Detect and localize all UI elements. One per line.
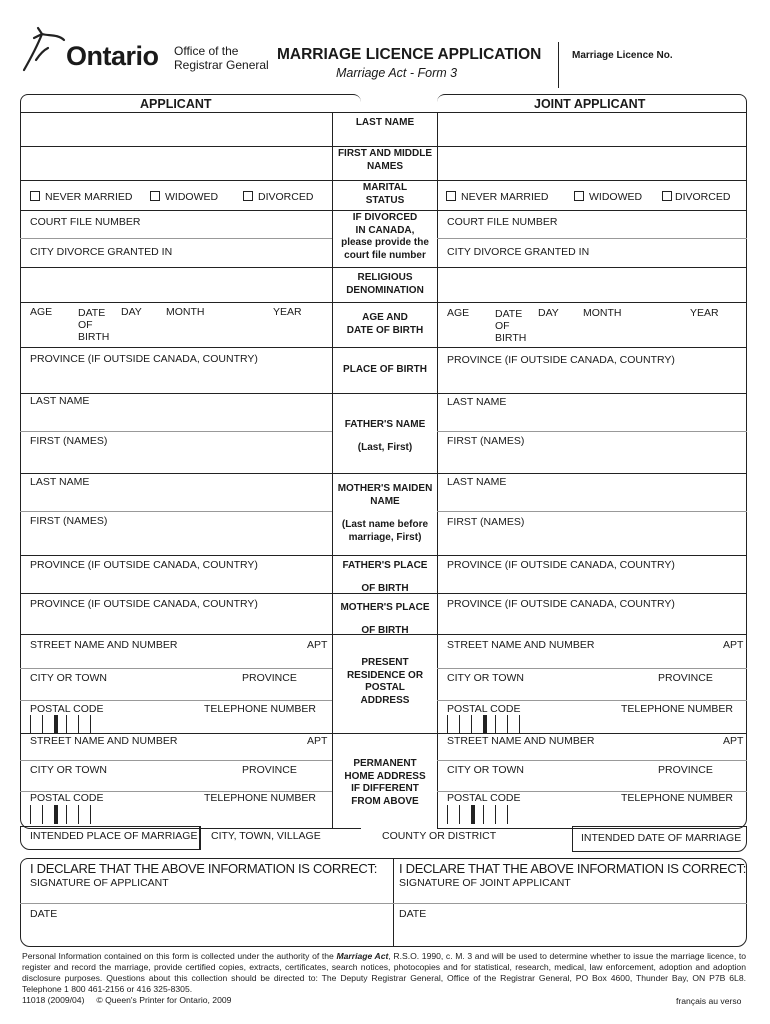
applicant-city-divorce[interactable]: CITY DIVORCE GRANTED IN (30, 246, 173, 258)
intended-place: INTENDED PLACE OF MARRIAGE (30, 830, 198, 842)
center-present-res: PRESENT RESIDENCE OR POSTAL ADDRESS (346, 657, 424, 706)
applicant-never-married[interactable]: NEVER MARRIED (30, 191, 133, 204)
applicant-year[interactable]: YEAR (273, 306, 302, 318)
applicant-mother-province[interactable]: PROVINCE (IF OUTSIDE CANADA, COUNTRY) (30, 598, 258, 610)
applicant-telephone[interactable]: TELEPHONE NUMBER (204, 703, 317, 715)
french-version: français au verso (676, 996, 742, 1006)
joint-court-file[interactable]: COURT FILE NUMBER (447, 216, 558, 228)
applicant-father-last[interactable]: LAST NAME (30, 395, 90, 407)
center-last-before: (Last name before marriage, First) (341, 519, 429, 543)
applicant-mother-last[interactable]: LAST NAME (30, 476, 90, 488)
center-last-name: LAST NAME (355, 117, 415, 128)
applicant-perm-province[interactable]: PROVINCE (242, 764, 297, 776)
joint-never-married[interactable]: NEVER MARRIED (446, 191, 549, 204)
applicant-postal-boxes[interactable] (30, 715, 102, 734)
checkbox[interactable] (243, 191, 253, 201)
ontario-trillium-logo (18, 24, 70, 74)
applicant-street[interactable]: STREET NAME AND NUMBER (30, 639, 178, 651)
center-fathers-name: FATHER'S NAME (344, 419, 426, 430)
center-mothers-place: MOTHER'S PLACE (340, 602, 430, 613)
applicant-heading: APPLICANT (140, 97, 212, 111)
applicant-day[interactable]: DAY (121, 306, 142, 318)
checkbox[interactable] (446, 191, 456, 201)
office-line1: Office of the (174, 44, 239, 58)
applicant-city[interactable]: CITY OR TOWN (30, 672, 108, 684)
applicant-father-province[interactable]: PROVINCE (IF OUTSIDE CANADA, COUNTRY) (30, 559, 258, 571)
joint-perm-street[interactable]: STREET NAME AND NUMBER (447, 735, 595, 747)
applicant-perm-apt[interactable]: APT (307, 735, 328, 747)
joint-perm-postal-boxes[interactable] (447, 805, 519, 824)
center-marital: MARITAL STATUS (362, 182, 408, 206)
joint-father-first[interactable]: FIRST (NAMES) (447, 435, 525, 447)
applicant-month[interactable]: MONTH (166, 306, 205, 318)
joint-telephone[interactable]: TELEPHONE NUMBER (621, 703, 734, 715)
joint-father-province[interactable]: PROVINCE (IF OUTSIDE CANADA, COUNTRY) (447, 559, 675, 571)
checkbox[interactable] (150, 191, 160, 201)
joint-divorced[interactable]: DIVORCED (662, 191, 730, 204)
joint-perm-city[interactable]: CITY OR TOWN (447, 764, 525, 776)
applicant-mother-first[interactable]: FIRST (NAMES) (30, 515, 108, 527)
form-number: 11018 (2009/04) © Queen's Printer for Ontario, 2009 (22, 995, 232, 1005)
date-left[interactable]: DATE (30, 908, 58, 920)
applicant-perm-telephone[interactable]: TELEPHONE NUMBER (204, 792, 317, 804)
joint-city-divorce[interactable]: CITY DIVORCE GRANTED IN (447, 246, 590, 258)
center-fathers-place: FATHER'S PLACE (342, 560, 428, 571)
date-right[interactable]: DATE (399, 908, 427, 920)
joint-perm-telephone[interactable]: TELEPHONE NUMBER (621, 792, 734, 804)
joint-father-last[interactable]: LAST NAME (447, 396, 507, 408)
applicant-province[interactable]: PROVINCE (242, 672, 297, 684)
joint-postal[interactable]: POSTAL CODE (447, 703, 521, 715)
joint-mother-first[interactable]: FIRST (NAMES) (447, 516, 525, 528)
applicant-father-first[interactable]: FIRST (NAMES) (30, 435, 108, 447)
joint-perm-postal[interactable]: POSTAL CODE (447, 792, 521, 804)
joint-age[interactable]: AGE (447, 307, 470, 319)
declare-right: I DECLARE THAT THE ABOVE INFORMATION IS CORRECT: (399, 861, 747, 876)
center-first-middle: FIRST AND MIDDLE NAMES (337, 148, 433, 172)
intended-county[interactable]: COUNTY OR DISTRICT (382, 830, 497, 842)
applicant-perm-postal[interactable]: POSTAL CODE (30, 792, 104, 804)
joint-widowed[interactable]: WIDOWED (574, 191, 642, 204)
joint-mother-province[interactable]: PROVINCE (IF OUTSIDE CANADA, COUNTRY) (447, 598, 675, 610)
office-line2: Registrar General (174, 58, 269, 72)
signature-joint[interactable]: SIGNATURE OF JOINT APPLICANT (399, 877, 571, 889)
joint-city[interactable]: CITY OR TOWN (447, 672, 525, 684)
applicant-province-birth[interactable]: PROVINCE (IF OUTSIDE CANADA, COUNTRY) (30, 353, 258, 365)
intended-date[interactable]: INTENDED DATE OF MARRIAGE (581, 832, 742, 844)
applicant-perm-postal-boxes[interactable] (30, 805, 102, 824)
joint-province-birth[interactable]: PROVINCE (IF OUTSIDE CANADA, COUNTRY) (447, 354, 675, 366)
joint-month[interactable]: MONTH (583, 307, 622, 319)
applicant-court-file[interactable]: COURT FILE NUMBER (30, 216, 141, 228)
applicant-dob: DATE OF BIRTH (78, 307, 110, 344)
joint-province[interactable]: PROVINCE (658, 672, 713, 684)
joint-apt[interactable]: APT (723, 639, 744, 651)
logo-text: Ontario (66, 41, 159, 71)
privacy-notice: Personal Information contained on this form is collected under the authority of the Marriage Act, R.S.O. 1990, c. M. 3 and will be used to determine whether to issue the marriage licence, to register and record the marriage, provide certified copies, extracts, certificates, search notices, photocopies and for statistical, research, medical, law enforcement, adoption and adoption disclosure purposes. Questions about this collection should be directed to: The Deputy Registrar General, Office of the Registrar General, PO Box 4600, Thunder Bay, ON P7B 6L8. Telephone 1 800 461-2156 or 416 325-8305. (22, 951, 746, 994)
center-of-birth-1: OF BIRTH (361, 583, 409, 594)
joint-perm-province[interactable]: PROVINCE (658, 764, 713, 776)
applicant-perm-city[interactable]: CITY OR TOWN (30, 764, 108, 776)
applicant-perm-street[interactable]: STREET NAME AND NUMBER (30, 735, 178, 747)
applicant-age[interactable]: AGE (30, 306, 53, 318)
applicant-widowed[interactable]: WIDOWED (150, 191, 218, 204)
applicant-divorced[interactable]: DIVORCED (243, 191, 313, 204)
center-of-birth-2: OF BIRTH (361, 625, 409, 636)
applicant-postal[interactable]: POSTAL CODE (30, 703, 104, 715)
checkbox[interactable] (30, 191, 40, 201)
center-if-divorced: IF DIVORCED IN CANADA, please provide the court file number (341, 212, 429, 261)
joint-mother-last[interactable]: LAST NAME (447, 476, 507, 488)
joint-year[interactable]: YEAR (690, 307, 719, 319)
form-title: MARRIAGE LICENCE APPLICATION (277, 46, 542, 63)
declare-left: I DECLARE THAT THE ABOVE INFORMATION IS CORRECT: (30, 861, 378, 876)
center-mothers-maiden: MOTHER'S MAIDEN NAME (337, 483, 433, 507)
joint-street[interactable]: STREET NAME AND NUMBER (447, 639, 595, 651)
center-age-dob: AGE AND DATE OF BIRTH (346, 312, 424, 336)
center-religious: RELIGIOUS DENOMINATION (346, 272, 424, 296)
signature-applicant[interactable]: SIGNATURE OF APPLICANT (30, 877, 169, 889)
center-last-first: (Last, First) (357, 442, 413, 453)
checkbox[interactable] (574, 191, 584, 201)
form-subtitle: Marriage Act - Form 3 (336, 66, 458, 80)
joint-dob: DATE OF BIRTH (495, 308, 527, 345)
center-place-birth: PLACE OF BIRTH (343, 364, 427, 375)
joint-perm-apt[interactable]: APT (723, 735, 744, 747)
applicant-apt[interactable]: APT (307, 639, 328, 651)
joint-heading: JOINT APPLICANT (534, 97, 646, 111)
joint-day[interactable]: DAY (538, 307, 559, 319)
licence-no-label: Marriage Licence No. (572, 50, 673, 61)
joint-postal-boxes[interactable] (447, 715, 531, 734)
intended-city[interactable]: CITY, TOWN, VILLAGE (211, 830, 321, 842)
checkbox[interactable] (662, 191, 672, 201)
center-permanent: PERMANENT HOME ADDRESS IF DIFFERENT FROM ABOVE (344, 758, 426, 807)
